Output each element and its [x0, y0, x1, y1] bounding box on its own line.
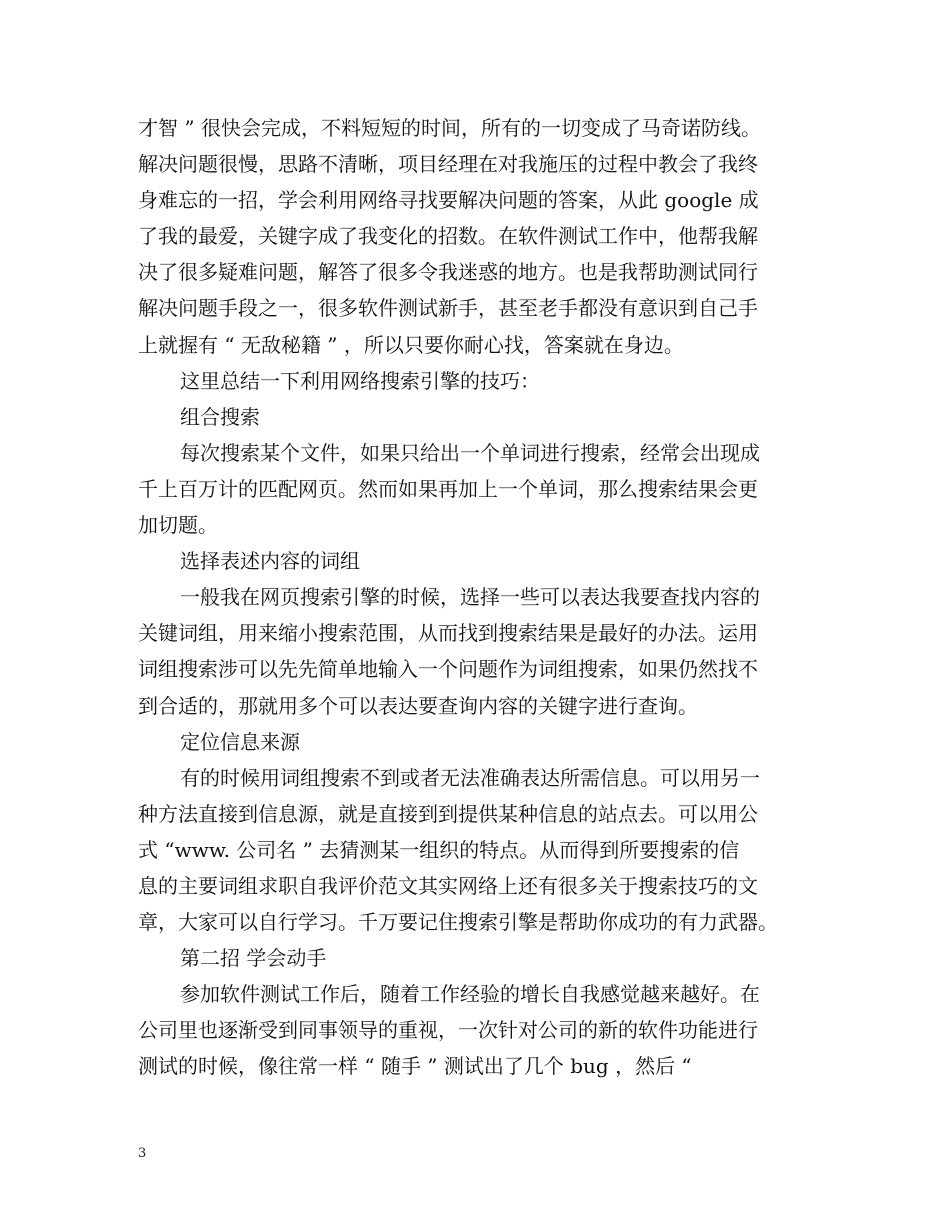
text-line: 第二招 学会动手	[180, 946, 327, 971]
text-line: 解决问题很慢，思路不清晰，项目经理在对我施压的过程中教会了我终	[138, 152, 758, 177]
text-line: 公司里也逐渐受到同事领导的重视，一次针对公司的新的软件功能进行	[138, 1018, 758, 1043]
text-line: 有的时候用词组搜索不到或者无法准确表达所需信息。可以用另一	[180, 765, 760, 790]
text-line: 式 “www. 公司名 ” 去猜测某一组织的特点。从而得到所要搜索的信	[138, 837, 740, 862]
text-line: 加切题。	[138, 513, 218, 538]
text-line: 词组搜索涉可以先先简单地输入一个问题作为词组搜索，如果仍然找不	[138, 657, 758, 682]
text-line: 到合适的，那就用多个可以表达要查询内容的关键字进行查询。	[138, 693, 698, 718]
text-line: 千上百万计的匹配网页。然而如果再加上一个单词，那么搜索结果会更	[138, 476, 758, 501]
text-line: 这里总结一下利用网络搜索引擎的技巧：	[180, 368, 540, 393]
text-line: 种方法直接到信息源，就是直接到到提供某种信息的站点去。可以用公	[138, 801, 758, 826]
text-line: 息的主要词组求职自我评价范文其实网络上还有很多关于搜索技巧的文	[138, 873, 758, 898]
text-line: 决了很多疑难问题，解答了很多令我迷惑的地方。也是我帮助测试同行	[138, 260, 758, 285]
text-line: 才智 ” 很快会完成，不料短短的时间，所有的一切变成了马奇诺防线。	[138, 116, 761, 140]
document-body	[138, 110, 818, 1085]
text-line: 章，大家可以自行学习。千万要记住搜索引擎是帮助你成功的有力武器。	[138, 910, 778, 935]
text-line: 解决问题手段之一，很多软件测试新手，甚至老手都没有意识到自己手	[138, 296, 758, 321]
text-line: 选择表述内容的词组	[180, 549, 360, 574]
text-line: 定位信息来源	[180, 729, 300, 754]
text-line: 组合搜索	[180, 404, 260, 429]
page-number: 3	[138, 1146, 147, 1161]
text-line: 每次搜索某个文件，如果只给出一个单词进行搜索，经常会出现成	[180, 440, 760, 465]
text-line: 身难忘的一招，学会利用网络寻找要解决问题的答案，从此 google 成	[138, 188, 759, 213]
text-line: 了我的最爱，关键字成了我变化的招数。在软件测试工作中，他帮我解	[138, 224, 758, 249]
text-line: 测试的时候，像往常一样 “ 随手 ” 测试出了几个 bug ，然后 “	[138, 1054, 692, 1079]
text-line: 关键词组，用来缩小搜索范围，从而找到搜索结果是最好的办法。运用	[138, 621, 758, 646]
text-line: 参加软件测试工作后，随着工作经验的增长自我感觉越来越好。在	[180, 982, 760, 1007]
text-line: 上就握有 “ 无敌秘籍 ” ，所以只要你耐心找，答案就在身边。	[138, 332, 684, 357]
text-line: 一般我在网页搜索引擎的时候，选择一些可以表达我要查找内容的	[180, 585, 760, 610]
